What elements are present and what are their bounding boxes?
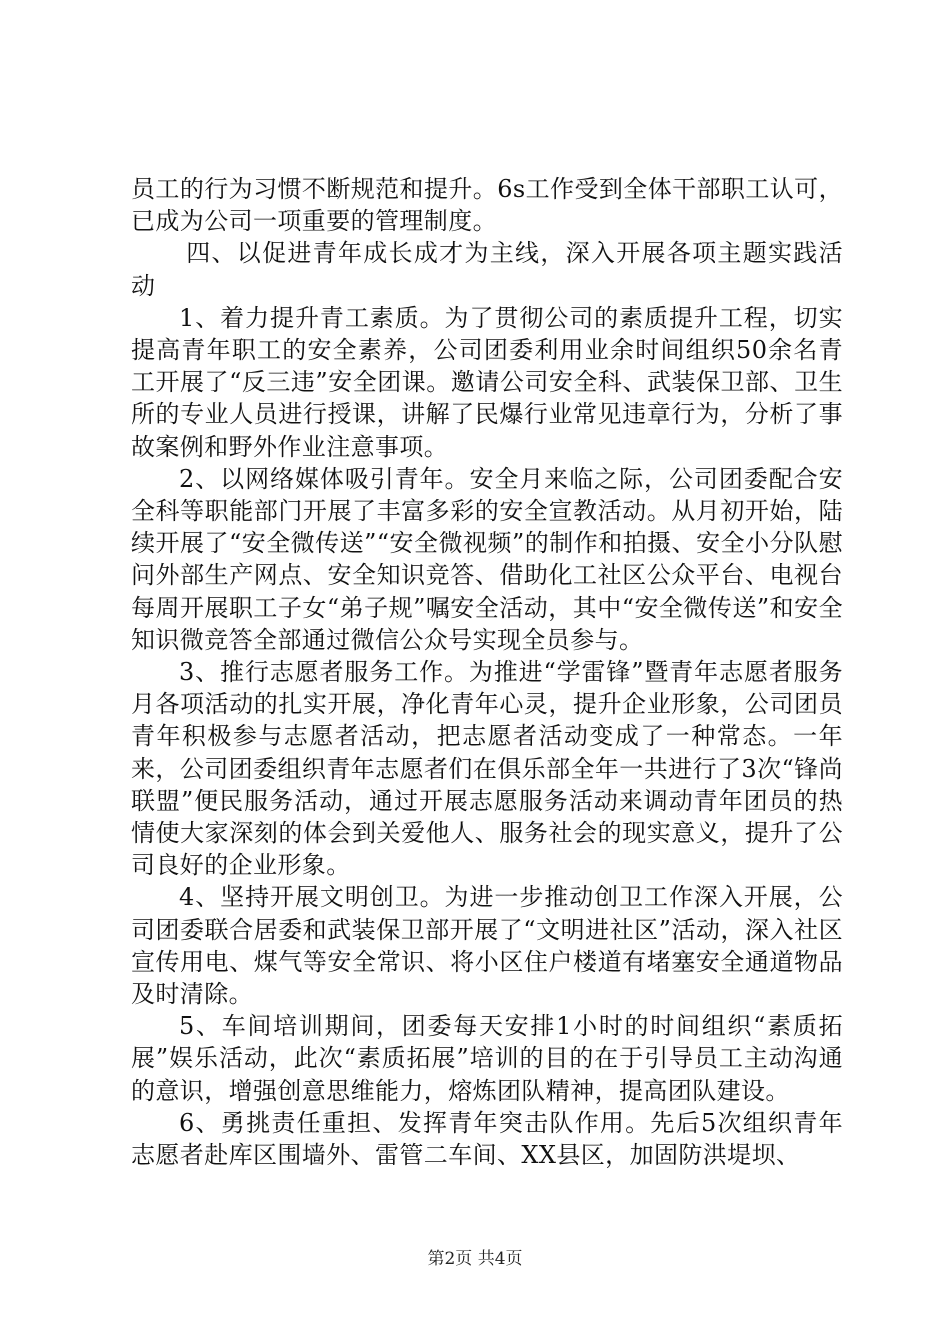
paragraph-item-1: 1、着力提升青工素质。为了贯彻公司的素质提升工程，切实提高青年职工的安全素养，公司团委利用业余时间组织50余名青工开展了“反三违”安全团课。邀请公司安全科、武装保卫部、卫生所的专业人员进行授课，讲解了民爆行业常见违章行为，分析了事故案例和野外作业注意事项。	[131, 303, 843, 461]
paragraph-item-2: 2、以网络媒体吸引青年。安全月来临之际，公司团委配合安全科等职能部门开展了丰富多彩的安全宣教活动。从月初开始，陆续开展了“安全微传送”“安全微视频”的制作和拍摄、安全小分队慰问外部生产网点、安全知识竞答、借助化工社区公众平台、电视台每周开展职工子女“弟子规”嘱安全活动，其中“安全微传送”和安全知识微竞答全部通过微信公众号实现全员参与。	[131, 464, 843, 654]
paragraph-continuation: 员工的行为习惯不断规范和提升。6s工作受到全体干部职工认可，已成为公司一项重要的管理制度。	[131, 175, 843, 236]
paragraph-item-6: 6、勇挑责任重担、发挥青年突击队作用。先后5次组织青年志愿者赴库区围墙外、雷管二车间、XX县区，加固防洪堤坝、	[131, 1108, 843, 1170]
paragraph-item-5: 5、车间培训期间，团委每天安排1小时的时间组织“素质拓展”娱乐活动，此次“素质拓展”培训的目的在于引导员工主动沟通的意识，增强创意思维能力，熔炼团队精神，提高团队建设。	[131, 1012, 843, 1105]
paragraph-item-4: 4、坚持开展文明创卫。为进一步推动创卫工作深入开展，公司团委联合居委和武装保卫部开展了“文明进社区”活动，深入社区宣传用电、煤气等安全常识、将小区住户楼道有堵塞安全通道物品及时清除。	[131, 883, 843, 1009]
paragraph-item-3: 3、推行志愿者服务工作。为推进“学雷锋”暨青年志愿者服务月各项活动的扎实开展，净化青年心灵，提升企业形象，公司团员青年积极参与志愿者活动，把志愿者活动变成了一种常态。一年来，公司团委组织青年志愿者们在俱乐部全年一共进行了3次“锋尚联盟”便民服务活动，通过开展志愿服务活动来调动青年团员的热情使大家深刻的体会到关爱他人、服务社会的现实意义，提升了公司良好的企业形象。	[131, 658, 843, 880]
page-number-footer: 第2页 共4页	[427, 1249, 523, 1269]
section-heading: 四、以促进青年成长成才为主线，深入开展各项主题实践活动	[131, 239, 843, 300]
body-text	[131, 173, 843, 1171]
